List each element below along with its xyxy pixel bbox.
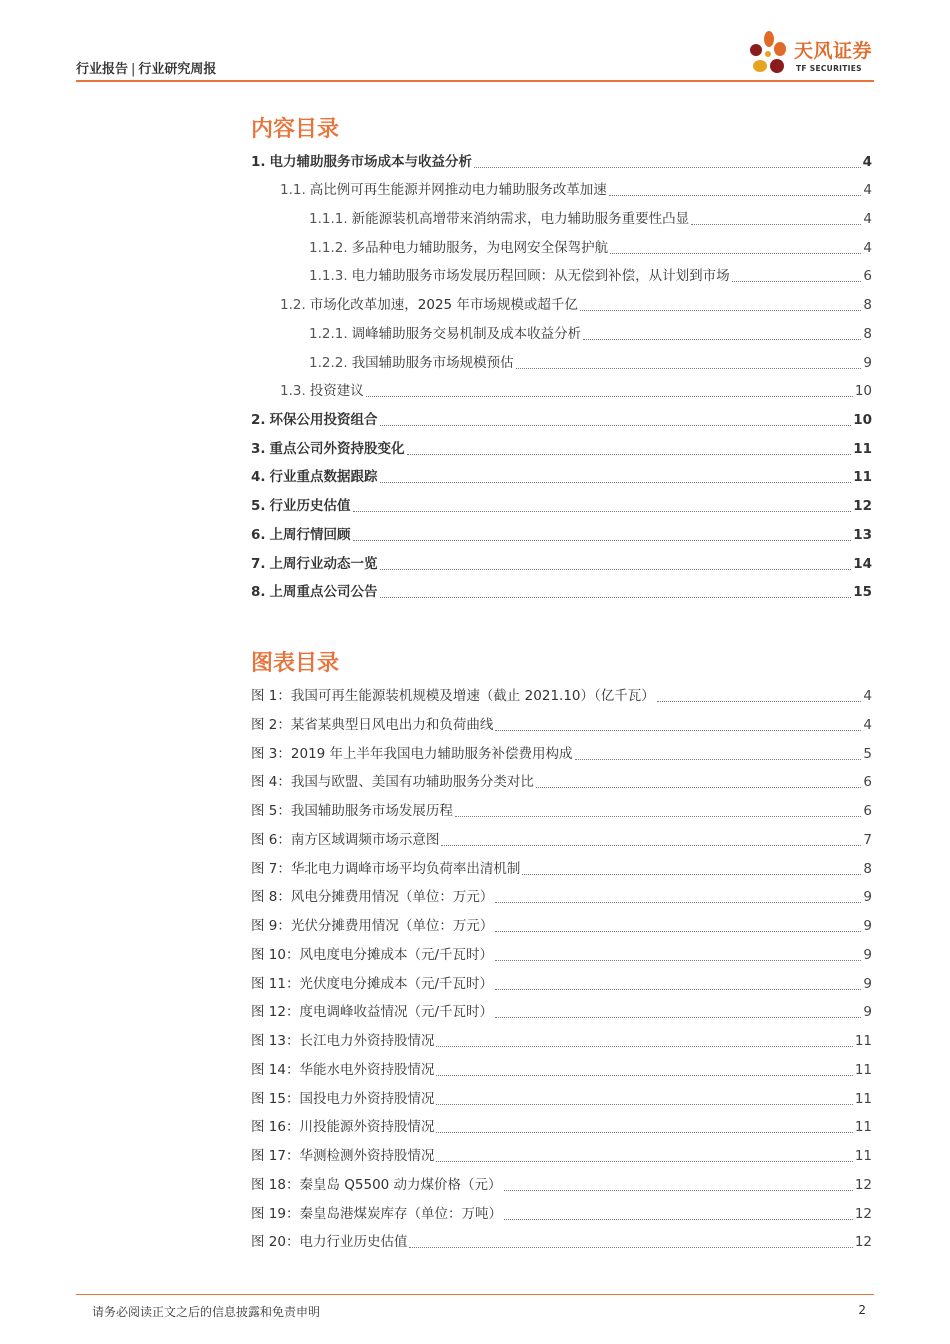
figure-entry-page: 11: [854, 1033, 872, 1049]
figure-entry-title: 我国可再生能源装机规模及增速（截止 2021.10）（亿千瓦）: [290, 688, 655, 704]
toc-entry-title: 上周行情回顾: [269, 527, 351, 543]
toc-leader-dots: [583, 329, 861, 340]
figure-leader-dots: [495, 720, 861, 731]
figure-entry[interactable]: [251, 1029, 872, 1049]
figure-entry-page: 4: [863, 688, 872, 704]
toc-title: 内容目录: [251, 117, 340, 142]
toc-entry-title: 上周重点公司公告: [269, 584, 378, 600]
toc-entry-title: 市场化改革加速，2025 年市场规模或超千亿: [309, 297, 578, 313]
figure-leader-dots: [575, 749, 862, 760]
figure-leader-dots: [495, 892, 861, 903]
toc-entry-number: 1.1.2.: [309, 240, 348, 256]
figure-entry-page: 9: [863, 976, 872, 992]
toc-leader-dots: [380, 472, 852, 483]
figure-entry-number: 图 4：: [251, 774, 291, 790]
toc-entry-page: 11: [853, 469, 872, 485]
figure-entry-title: 南方区域调频市场示意图: [290, 832, 440, 848]
figure-entry-number: 图 11：: [251, 976, 300, 992]
toc-entry-number: 4.: [251, 469, 266, 485]
toc-entry-number: 1.1.: [280, 182, 306, 198]
toc-entry[interactable]: [309, 264, 872, 284]
figure-entry-title: 风电度电分摊成本（元/千瓦时）: [299, 947, 494, 963]
toc-leader-dots: [516, 358, 862, 369]
figure-entry[interactable]: [251, 684, 872, 704]
figure-entry[interactable]: [251, 972, 872, 992]
toc-entry-title: 我国辅助服务市场规模预估: [351, 355, 514, 371]
toc-entry-title: 行业重点数据跟踪: [269, 469, 378, 485]
toc-entry-number: 8.: [251, 584, 266, 600]
toc-entry-page: 4: [863, 182, 872, 198]
figure-entry[interactable]: [251, 1202, 872, 1222]
figure-entry-title: 2019 年上半年我国电力辅助服务补偿费用构成: [290, 746, 573, 762]
figure-entry-page: 9: [863, 1004, 872, 1020]
figure-entry[interactable]: [251, 1058, 872, 1078]
figure-entry-title: 长江电力外资持股情况: [299, 1033, 435, 1049]
figure-entry-number: 图 12：: [251, 1004, 300, 1020]
figure-entry-page: 9: [863, 918, 872, 934]
toc-entry-number: 1.: [251, 154, 266, 170]
toc-entry-number: 7.: [251, 556, 266, 572]
toc-leader-dots: [609, 185, 862, 196]
toc-entry[interactable]: [251, 580, 872, 600]
figure-entry-page: 5: [863, 746, 872, 762]
toc-entry-number: 2.: [251, 412, 266, 428]
toc-entry[interactable]: [309, 322, 872, 342]
toc-entry-page: 4: [863, 211, 872, 227]
figure-entry-page: 6: [863, 803, 872, 819]
flower-logo-icon: [746, 30, 792, 80]
figure-leader-dots: [495, 979, 861, 990]
toc-leader-dots: [580, 300, 861, 311]
toc-entry-number: 1.2.1.: [309, 326, 348, 342]
figure-entry-page: 11: [854, 1091, 872, 1107]
figure-entry-number: 图 15：: [251, 1091, 300, 1107]
figure-leader-dots: [436, 1122, 852, 1133]
figure-entry[interactable]: [251, 828, 872, 848]
toc-entry-page: 11: [853, 441, 872, 457]
toc-entry-number: 3.: [251, 441, 266, 457]
toc-entry-page: 10: [854, 383, 872, 399]
toc-entry-title: 高比例可再生能源并网推动电力辅助服务改革加速: [309, 182, 607, 198]
logo-name-en: TF SECURITIES: [796, 64, 862, 73]
figure-leader-dots: [409, 1237, 852, 1248]
figure-entry-title: 光伏分摊费用情况（单位：万元）: [290, 918, 494, 934]
figure-leader-dots: [536, 777, 862, 788]
figure-entry-number: 图 16：: [251, 1119, 300, 1135]
figure-entry-page: 4: [863, 717, 872, 733]
figure-entry-number: 图 10：: [251, 947, 300, 963]
toc-leader-dots: [407, 444, 852, 455]
toc-leader-dots: [474, 157, 861, 168]
toc-entry-page: 4: [862, 154, 872, 170]
figure-entry-number: 图 9：: [251, 918, 291, 934]
footer-disclaimer: 请务必阅读正文之后的信息披露和免责申明: [92, 1305, 321, 1319]
toc-leader-dots: [380, 415, 852, 426]
figure-entry[interactable]: [251, 1115, 872, 1135]
toc-entry-title: 投资建议: [309, 383, 364, 399]
toc-entry-page: 15: [853, 584, 872, 600]
figure-leader-dots: [495, 921, 861, 932]
toc-entry-title: 上周行业动态一览: [269, 556, 378, 572]
figure-entry-title: 光伏度电分摊成本（元/千瓦时）: [299, 976, 494, 992]
figure-leader-dots: [504, 1180, 853, 1191]
toc-entry-number: 1.1.1.: [309, 211, 348, 227]
figure-entry-number: 图 13：: [251, 1033, 300, 1049]
toc-entry[interactable]: [280, 293, 872, 313]
toc-entry-page: 13: [853, 527, 872, 543]
figure-entry[interactable]: [251, 713, 872, 733]
toc-entry[interactable]: [280, 178, 872, 198]
toc-entry-title: 新能源装机高增带来消纳需求，电力辅助服务重要性凸显: [351, 211, 690, 227]
toc-entry-page: 14: [853, 556, 872, 572]
figure-leader-dots: [436, 1151, 852, 1162]
figure-entry-number: 图 3：: [251, 746, 291, 762]
figure-entry[interactable]: [251, 885, 872, 905]
figure-entry[interactable]: [251, 1173, 872, 1193]
toc-entry[interactable]: [251, 494, 872, 514]
figure-entry-number: 图 17：: [251, 1148, 300, 1164]
toc-entry-page: 6: [863, 268, 872, 284]
toc-entry[interactable]: [280, 379, 872, 399]
toc-entry-number: 1.1.3.: [309, 268, 348, 284]
toc-entry-number: 5.: [251, 498, 266, 514]
toc-entry[interactable]: [251, 408, 872, 428]
toc-entry-page: 9: [863, 355, 872, 371]
toc-leader-dots: [353, 501, 852, 512]
toc-entry-page: 10: [853, 412, 872, 428]
figure-entry-title: 某省某典型日风电出力和负荷曲线: [290, 717, 494, 733]
figure-leader-dots: [522, 864, 861, 875]
figure-entry-number: 图 14：: [251, 1062, 300, 1078]
toc-entry-page: 8: [863, 326, 872, 342]
figure-entry-page: 12: [854, 1234, 872, 1250]
toc-leader-dots: [353, 530, 852, 541]
toc-entry[interactable]: [251, 523, 872, 543]
toc-leader-dots: [380, 587, 852, 598]
figure-entry-page: 9: [863, 889, 872, 905]
figure-leader-dots: [436, 1065, 852, 1076]
figure-entry-title: 风电分摊费用情况（单位：万元）: [290, 889, 494, 905]
figure-entry-title: 我国与欧盟、美国有功辅助服务分类对比: [290, 774, 534, 790]
toc-leader-dots: [732, 271, 862, 282]
figure-entry-page: 12: [854, 1206, 872, 1222]
toc-leader-dots: [610, 243, 861, 254]
toc-entry-title: 调峰辅助服务交易机制及成本收益分析: [351, 326, 582, 342]
toc-leader-dots: [380, 559, 852, 570]
figure-entry-title: 华测检测外资持股情况: [299, 1148, 435, 1164]
figure-entry[interactable]: [251, 1144, 872, 1164]
figure-entry-title: 川投能源外资持股情况: [299, 1119, 435, 1135]
toc-entry[interactable]: [309, 351, 872, 371]
figure-entry-number: 图 6：: [251, 832, 291, 848]
figure-entry[interactable]: [251, 742, 872, 762]
figure-entry-page: 11: [854, 1148, 872, 1164]
figure-entry-page: 6: [863, 774, 872, 790]
figure-entry[interactable]: [251, 799, 872, 819]
toc-entry[interactable]: [251, 552, 872, 572]
footer-divider: [76, 1294, 874, 1295]
logo-name-cn: 天风证券: [794, 40, 873, 62]
figure-entry[interactable]: [251, 1230, 872, 1250]
figure-entry-title: 我国辅助服务市场发展历程: [290, 803, 453, 819]
company-logo: [746, 30, 882, 80]
toc-entry-number: 1.2.2.: [309, 355, 348, 371]
figure-entry[interactable]: [251, 943, 872, 963]
toc-entry-page: 4: [863, 240, 872, 256]
header-divider: [76, 80, 874, 82]
figure-entry-page: 12: [854, 1177, 872, 1193]
toc-entry-page: 8: [863, 297, 872, 313]
toc-entry-number: 1.3.: [280, 383, 306, 399]
toc-entry[interactable]: [309, 236, 872, 256]
toc-leader-dots: [366, 386, 853, 397]
toc-entry-page: 12: [853, 498, 872, 514]
figure-leader-dots: [495, 950, 861, 961]
figure-entry[interactable]: [251, 857, 872, 877]
figure-leader-dots: [436, 1094, 852, 1105]
figure-entry-number: 图 2：: [251, 717, 291, 733]
figure-entry-title: 秦皇岛 Q5500 动力煤价格（元）: [299, 1177, 502, 1193]
figure-entry-number: 图 18：: [251, 1177, 300, 1193]
figure-entry-number: 图 19：: [251, 1206, 300, 1222]
figure-entry[interactable]: [251, 914, 872, 934]
figure-leader-dots: [495, 1007, 861, 1018]
figure-entry-number: 图 8：: [251, 889, 291, 905]
toc-entry-number: 1.2.: [280, 297, 306, 313]
toc-entry-number: 6.: [251, 527, 266, 543]
toc-entry[interactable]: [251, 465, 872, 485]
header-separator: |: [131, 62, 136, 77]
figure-entry-title: 华能水电外资持股情况: [299, 1062, 435, 1078]
figure-entry[interactable]: [251, 1087, 872, 1107]
figure-entry[interactable]: [251, 1000, 872, 1020]
figure-entry[interactable]: [251, 770, 872, 790]
figure-entry-title: 国投电力外资持股情况: [299, 1091, 435, 1107]
figure-leader-dots: [441, 835, 861, 846]
figure-entry-title: 秦皇岛港煤炭库存（单位：万吨）: [299, 1206, 502, 1222]
figure-entry-number: 图 20：: [251, 1234, 300, 1250]
footer-page-number: 2: [858, 1303, 866, 1317]
toc-entry-title: 多品种电力辅助服务，为电网安全保驾护航: [351, 240, 609, 256]
figure-leader-dots: [657, 691, 862, 702]
report-subcategory: 行业研究周报: [138, 62, 217, 77]
figure-leader-dots: [436, 1036, 852, 1047]
figure-entry-title: 度电调峰收益情况（元/千瓦时）: [299, 1004, 494, 1020]
toc-entry-title: 环保公用投资组合: [269, 412, 378, 428]
report-category-header: [76, 58, 216, 77]
figure-leader-dots: [504, 1209, 853, 1220]
figure-entry-title: 电力行业历史估值: [299, 1234, 408, 1250]
figure-entry-page: 7: [863, 832, 872, 848]
figure-entry-title: 华北电力调峰市场平均负荷率出清机制: [290, 861, 521, 877]
figure-entry-number: 图 7：: [251, 861, 291, 877]
figure-entry-page: 11: [854, 1062, 872, 1078]
toc-entry[interactable]: [251, 437, 872, 457]
toc-entry-title: 行业历史估值: [269, 498, 351, 514]
figure-entry-page: 8: [863, 861, 872, 877]
toc-entry[interactable]: [251, 150, 872, 170]
toc-entry-title: 电力辅助服务市场成本与收益分析: [269, 154, 473, 170]
figure-entry-number: 图 1：: [251, 688, 291, 704]
toc-entry-title: 重点公司外资持股变化: [269, 441, 405, 457]
report-category: 行业报告: [76, 62, 129, 77]
figures-title: 图表目录: [251, 651, 340, 676]
toc-leader-dots: [691, 214, 861, 225]
figure-entry-number: 图 5：: [251, 803, 291, 819]
toc-entry-title: 电力辅助服务市场发展历程回顾：从无偿到补偿，从计划到市场: [351, 268, 730, 284]
figure-leader-dots: [455, 806, 862, 817]
toc-entry[interactable]: [309, 207, 872, 227]
figure-entry-page: 9: [863, 947, 872, 963]
figure-entry-page: 11: [854, 1119, 872, 1135]
